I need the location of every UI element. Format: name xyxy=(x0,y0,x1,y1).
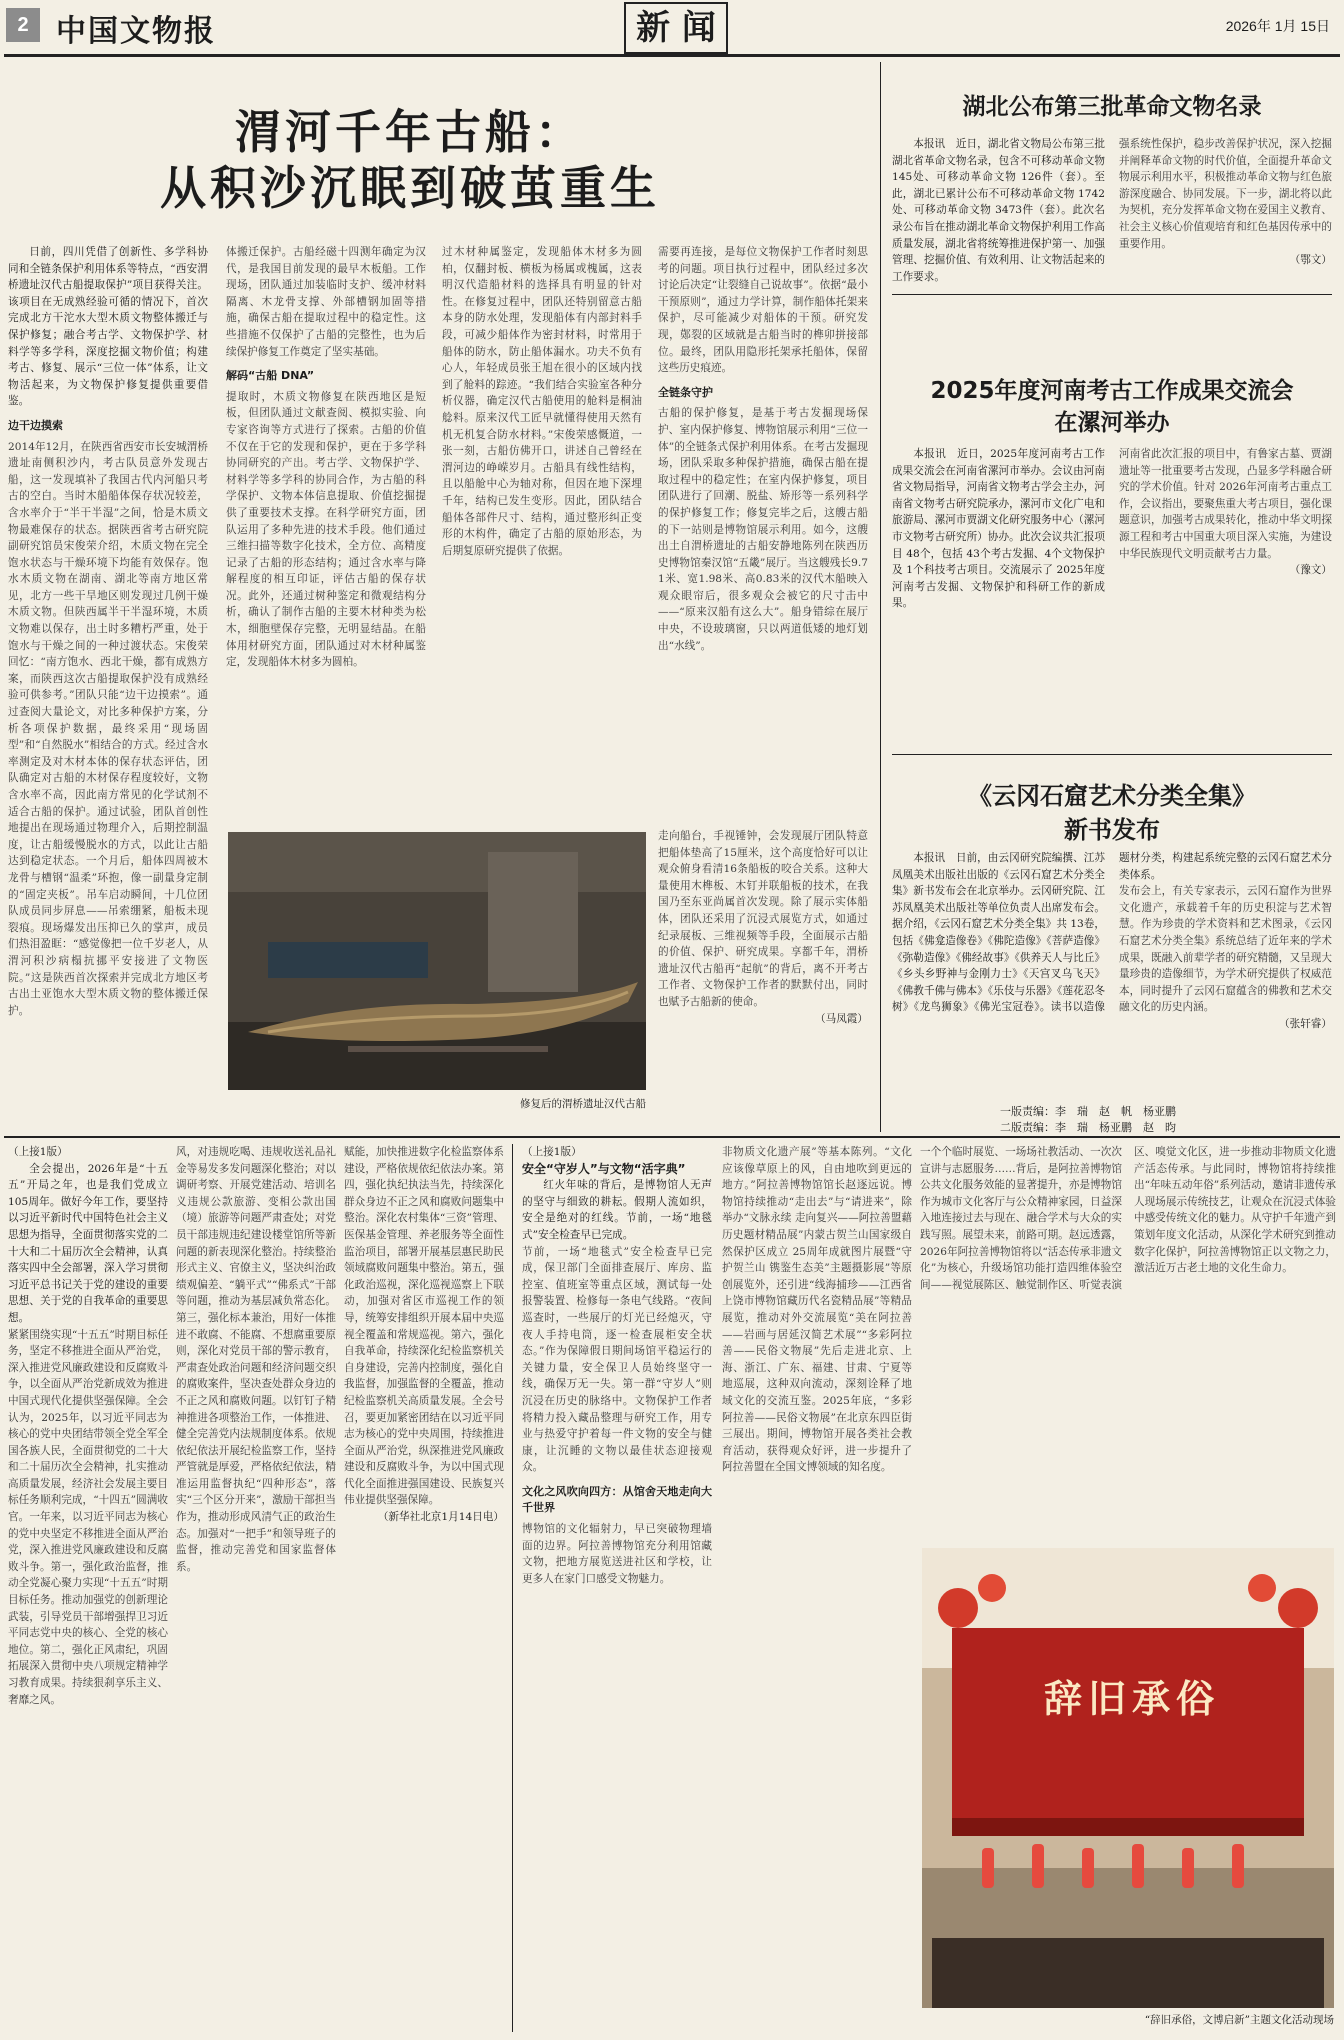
cont1-body-extra: 紧紧围绕实现“十五五”时期目标任务，坚定不移推进全面从严治党，深入推进党风廉政建设和反腐败斗争，以全面从严治党新成效为推进中国式现代化提供坚强保障。全会认为，2025年，以习近平同志为核心的党中央团结带领全党全军全国各族人民，全面贯彻党的二十大和二十届历次全会精神，扎实推动高质量发展，经济社会发展主要目标任务顺利完成，“十四五”圆满收官。一年来，以习近平同志为核心的党中央坚定不移推进全面从严治党，深入推进党风廉政建设和反腐败斗争。第一，强化政治监督，推动全党凝心聚力实现“十五五”时期目标任务。推动加强党的创新理论武装，引导党员干部增强捍卫习近平同志党中央的核心、全党的核心地位。第二，强化正风肃纪，巩固拓展深入贯彻中央八项规定精神学习教育成果。持续狠刹享乐主义、奢靡之风。 xyxy=(8,1328,168,1706)
cont1-column-2 xyxy=(176,1144,336,2032)
lead-body-text: 需要再连接，是每位文物保护工作者时刻思考的问题。项目执行过程中，团队经过多次讨论后决定“让裂缝自己说故事”。依据“最小干预原则”，通过力学计算，制作船体托架来保护，尽可能减少对船体的干预。研究发现，鄚裂的区域就是古船当时的榫卯拼接部位。最终，团队用隐形托架承托船体，保留这些历史痕迹。 xyxy=(658,246,868,375)
hubei-body xyxy=(892,136,1332,286)
cont2-body-extra: 博物馆的文化辐射力，早已突破物理墙面的边界。阿拉善博物馆充分利用馆藏文物，把地方展览送进社区和学校，让更多人在家门口感受文物魅力。 xyxy=(522,1523,712,1585)
cont2-title: 安全“守岁人”与文物“活字典” xyxy=(522,1161,686,1176)
lead-photo-caption: 修复后的渭桥遗址汉代古船 xyxy=(520,1098,646,1110)
yungang-title-line2: 新书发布 xyxy=(1064,816,1160,844)
editor-line-1: 一版责编：李 瑞 赵 帆 杨亚鹏 xyxy=(1000,1106,1176,1118)
henan-body xyxy=(892,446,1332,746)
column-divider xyxy=(512,1144,513,2032)
lead-body-text: 体搬迁保护。古船经磁十四测年确定为汉代，是我国目前发现的最早木板船。工作现场，团队通过加装临时支护、缓冲材料隔离、木龙骨支撑、外部槽钢加固等措施，确保古船在提取过程中的稳定性。这些措施不仅保护了古船的完整性，也为后续保护修复工作奠定了坚实基础。 xyxy=(226,246,426,358)
lead-body-text: 提取时，木质文物修复在陕西地区是短板，但团队通过文献查阅、模拟实验、向专家咨询等方式进行了探索。古船的价值不仅在于它的发现和保护，更在于多学科协同研究的产出。考古学、文物保护学、材料学等多学科的协同合作，为古船的科学保护、文物本体信息提取、价值挖掘提供了重要技术支撑。在科学研究方面，团队运用了多种先进的技术手段。他们通过三维扫描等数字化技术，全方位、高精度记录了古船的形态结构；通过含水率与降解程度的相互印证，评估古船的保存状况。此外，还通过树种鉴定和微观结构分析，确认了制作古船的主要木材种类为松木，细胞壁保存完整，无明显结晶。在船体用材研究方面，团队通过对木材种属鉴定，发现船体木材多为圆柏。 xyxy=(226,390,426,669)
lead-column-2 xyxy=(226,244,426,824)
page-fold-rule xyxy=(4,1136,1340,1138)
ancient-boat-image xyxy=(228,832,646,1090)
cont1-dateline: （新华社北京1月14日电） xyxy=(377,1511,504,1524)
cont2-tag: （上接1版） xyxy=(522,1146,582,1158)
lead-title-line1: 渭河千年古船： xyxy=(235,105,585,159)
henan-text: 本报讯 近日，2025年度河南考古工作成果交流会在河南省漯河市举办。会议由河南省文物局指导，河南省文物考古学会主办，河南省文物考古研究院承办，漯河市文化广电和旅游局、漯河市贾湖文化研究服务中心（漯河市文物考古研究所）协办。此次会议共汇报项目 48个，包括 43个考古发掘、4个文物保护及 1个科技考古项目。交流展示了 2025年度河南考古发掘、文物保护和科研工作的新成果。 xyxy=(892,448,1105,610)
yungang-body xyxy=(892,850,1332,1100)
cont2-body-extra: 一个个临时展览、一场场社教活动、一次次宣讲与志愿服务……背后，是阿拉善博物馆公共文化服务效能的显著提升，亦是博物馆作为城市文化客厅与公众精神家园，日益深入地连接过去与现在、融合学术与大众的实践写照。展望未来，前路可期。赵远透露，2026年阿拉善博物馆将以“活态传承非遗文化”为核心，升级场馆功能打造四维体验空间——视觉展陈区、触觉制作区、听觉表演区、嗅觉文化区，进一步推动非物质文化遗产活态传承。与此同时，博物馆将持续推出“年味五动年俗”系列活动，邀请非遗传承人现场展示传统技艺，让观众在沉浸式体验中感受传统文化的魅力。从守护千年遗产到策划年度文化活动，从深化学术研究到推动数字化保护，阿拉善博物馆正以文物之力，激活近万古老土地的文化生命力。 xyxy=(920,1146,1336,1291)
cont1-tag: （上接1版） xyxy=(8,1146,68,1158)
yungang-text: 本报讯 日前，由云冈研究院编撰、江苏凤凰美术出版社出版的《云冈石窟艺术分类全集》新书发布会在北京举办。云冈研究院、江苏凤凰美术出版社等单位负责人出席发布会。据介绍，《云冈石窟艺术分类全集》共 13卷，包括《佛龛造像卷》《佛陀造像》《菩萨造像》《弥勒造像》《佛经故事》《供养天人与比丘》《乡头乡野神与金刚力士》《天宫叉乌飞天》《佛教千佛与佛本》《乐伎与乐器》《莲花忍冬树》《龙鸟狮象》《佛光宝冠卷》。读书以造像题材分类，构建起系统完整的云冈石窟艺术分类体系。 xyxy=(892,852,1332,1014)
cont2-subhead: 文化之风吹向四方：从馆舍天地走向大千世界 xyxy=(522,1484,712,1515)
issue-date: 2026年 1月 15日 xyxy=(1225,18,1330,34)
lead-subhead-2: 解码“古船 DNA” xyxy=(226,369,315,383)
lead-subhead-1: 边干边摸索 xyxy=(8,418,63,432)
lead-photo xyxy=(228,832,646,1090)
lead-body-text: 走向船台，手视锤钟，会发现展厅团队特意把船体垫高了15厘米，这个高度恰好可以让观众俯身看清16条船板的咬合关系。这种大量使用木榫板、木钉并联船板的技术，在我国乃至东亚尚属首次发现。除了展示实体船体，团队还采用了沉浸式展览方式，如通过纪录展板、三维视频等手段，全面展示古船的价值、保护、研究成果。享都千年，渭桥遗址汉代古船再“起航”的背后，离不开考古工作者、文物保护工作者的默默付出，同时也赋予古船新的使命。 xyxy=(658,830,868,1008)
yungang-byline: （张轩睿） xyxy=(1279,1017,1332,1030)
section-divider xyxy=(892,294,1332,295)
yungang-body-extra: 发布会上，有关专家表示，云冈石窟作为世界文化遗产，承载着千年的历史积淀与艺术智慧。作为珍贵的学术资料和艺术图录，《云冈石窟艺术分类全集》系统总结了近年来的学术成果，既融入前辈学者的研究精髓，又呈现大量珍贵的造像细节，为学术研究提供了权威范本，同时提升了云冈石窟蕴含的佛教和艺术交融文化的历史内涵。 xyxy=(1119,885,1332,1014)
lead-column-3 xyxy=(442,244,642,824)
cont2-body-extra: 非物质文化遗产展”等基本陈列。“文化应该像草原上的风，自由地吹到更远的地方。”阿拉善博物馆馆长赵逐远说。博物馆持续推动“走出去”与“请进来”，除举办“文脉永续 走向复兴——阿拉善盟藉历史题材精品展”内蒙古贺兰山国家级自然保护区成立 25周年成就图片展暨“守护贺兰山 镌鉴生态美”主题摄影展”等原创展览外，还引进“线海捕珍——江西省上饶市博物馆藏历代名瓷精品展”等精品展览，推动对外交流展览“美在阿拉善——岩画与居延汉简艺术展”“多彩阿拉善——民俗文物展”先后走进北京、上海、浙江、广东、福建、甘肃、宁夏等地巡展，这种双向流动，深刻诠释了地域文化的交流互鉴。2025年底，“多彩阿拉善——民俗文物展”在北京东四臣街三展出。期间，博物馆开展各类社会教育活动，获得观众好评，进一步提升了阿拉善盟在全国文博领域的知名度。 xyxy=(722,1146,912,1474)
cont1-column-3 xyxy=(344,1144,504,2032)
lead-subhead-3: 全链条守护 xyxy=(658,385,713,399)
lead-body-text: 2014年12月，在陕西省西安市长安城渭桥遗址南侧积沙内，考古队员意外发现古船，这一发现填补了我国古代内河船只考古的空白。当时木船船体保存状况较差，含水率介于“半干半湿”之间，恰是木质文物最难保存的状态。据陕西省考古研究院副研究馆员宋俊荣介绍，木质文物在完全饱水状态与干燥环境下均能有效保存。饱水木质文物在湖南、湖北等南方地区常见，北方一些干旱地区则发现过几例干燥木质文物。但陕西属半干半湿环境，木质文物难以保存，出土时多糟朽严重，处于饱水与干燥之间的一种过渡状态。宋俊荣回忆：“南方饱水、西北干燥，都有成熟方案，而陕西这次古船提取保护没有成熟经验可供参考。”团队只能“边干边摸索”。通过查阅大量论文，对比多种保护方案，分析各项保护数据，最终采用“现场固型”和“自然脱水”相结合的方式。经过含水率测定及对木材本体的保存状态评估，团队确定对古船的木材保存程度较好，文物含水率不高，因此南方常见的化学试剂不适合古船的保护。通过试验，团队首创性地提出在现场通过物理介入，后期控制温度，让古船缓慢脱水的方式，以此让古船达到稳定状态。一个月后，船体四周被木龙骨与槽钢“温柔”环抱，像一副量身定制的“固定夹板”。吊车启动瞬间，十几位团队成员同步屏息——吊索绷紧，船板未现裂痕。现场爆发出压抑已久的掌声，成员们热泪盈眶：“感觉像把一位千岁老人，从渭河积沙病榻抗挪平安接进了文物医院。”这是陕西首次探索并完成北方地区考古出土亚饱水大型木质文物的整体搬迁保护。 xyxy=(8,440,208,1017)
editor-line-2: 二版责编：李 瑞 杨亚鹏 赵 昀 xyxy=(1000,1122,1176,1134)
banner-text: 辞旧承俗 xyxy=(1043,1676,1220,1721)
page-number-box xyxy=(6,8,40,42)
lead-title-line2: 从积沙沉眠到破茧重生 xyxy=(160,161,660,215)
lead-column-4b xyxy=(658,828,868,1128)
section-label: 新 闻 xyxy=(624,2,728,54)
column-divider xyxy=(880,62,881,1132)
hubei-byline: （鄂文） xyxy=(1289,254,1332,267)
yungang-title-line1: 《云冈石窟艺术分类全集》 xyxy=(968,782,1256,810)
section-divider xyxy=(892,754,1332,755)
hubei-body-extra: 强系统性保护，稳步改善保护状况，深入挖掘并阐释革命文物的时代价值，全面提升革命文物展示利用水平，积极推动革命文物与红色旅游深度融合、协同发展。下一步，湖北将以此为契机，充分发挥革命文物在爱国主义教育、社会主义核心价值观培育和红色基因传承中的重要作用。 xyxy=(1119,138,1332,250)
henan-title-line2: 在漯河举办 xyxy=(1054,410,1170,436)
hubei-title: 湖北公布第三批革命文物名录 xyxy=(962,94,1262,120)
masthead-rule xyxy=(4,54,1340,57)
hubei-text: 本报讯 近日，湖北省文物局公布第三批湖北省革命文物名录，包含不可移动革命文物 145处、可移动革命文物 126件（套）。至此，湖北已累计公布不可移动革命文物 1742处、可移动革命文物 3473件（套）。此次名录公布旨在推动湖北革命文物保护利用工作高质量发展，湖北省将统筹推进保护第一、加强管理、挖掘价值、有效利用、让文物活起来的工作要求。 xyxy=(892,138,1105,283)
cont2-text: 红火年味的背后，是博物馆人无声的坚守与细致的耕耘。假期人流如织，安全是绝对的红线。节前，一场“地毯式”安全检查早已完成。 xyxy=(522,1179,712,1241)
page-number: 2 xyxy=(17,14,29,36)
lead-body-text: 过木材种属鉴定，发现船体木材多为圆柏，仅翻封板、横板为杨属或槐属，这表明汉代造船材料的选择具有明显的针对性。在修复过程中，团队还特别留意古船本身的防水处理，发现船体有内部封料手段，可减少船体作为密封材料，时常用于船体的防水，防止船体漏水。功夫不负有心人，年轻成员张王旭在很小的区域内找到了舱料的踪迹。“我们结合实验室各种分析仪器，确定汉代古船使用的舱料是桐油艌料。原来汉代工匠早就懂得使用天然有机无机复合防水材料。”宋俊荣感慨道，一张一刻，古船仿佛开口，讲述自己曾经在渭河边的峥嵘岁月。古船具有线性结构，且以船舱中心为轴对称，但因在地下深埋千年，结构已发生变形。因此，团队结合船体各部件尺寸、结构，通过整形纠正变形的木构件，确定了古船的原始形态，为后期复原研究提供了依据。 xyxy=(442,246,642,557)
cont2-photo-caption: “辞旧承俗，文博启新”主题文化活动现场 xyxy=(1144,2014,1334,2026)
cont2-photo xyxy=(922,1548,1334,2008)
festival-event-image xyxy=(922,1548,1334,2008)
henan-title-line1: 2025年度河南考古工作成果交流会 xyxy=(930,378,1294,404)
masthead-title: 中国文物报 xyxy=(56,14,216,49)
lead-intro: 日前，四川凭借了创新性、多学科协同和全链条保护利用体系等特点，“西安渭桥遗址汉代古船提取保护”项目获得关注。该项目在无成熟经验可循的情况下，首次完成北方干沱水大型木质文物整体搬迁与保护修复；融合考古学、文物保护学、材料学等多学科，深度挖掘文物价值；构建考古、修复、展示“三位一体”体系，让文物活起来，为文物保护修复提供重要借鉴。 xyxy=(8,246,208,408)
henan-byline: （豫文） xyxy=(1289,564,1332,577)
cont2-column-3 xyxy=(920,1144,1336,1544)
lead-body-text: 古船的保护修复，是基于考古发掘现场保护、室内保护修复、博物馆展示利用“三位一体”的全链条式保护利用体系。在考古发掘现场，团队采取多种保护措施，确保古船在提取过程中的稳定性；在室内保护修复，项目团队进行了回潮、脱盐、矫形等一系列科学的保护修复工作；修复完毕之后，这艘古船的下一站则是博物馆展示利用。如今，这艘出土自渭桥遗址的古船安静地陈列在陕西历史博物馆秦汉馆“五畿”展厅。当这艘残长9.71米、宽1.98米、高0.83米的汉代木船映入观众眼帘后，很多观众会被它的尺寸击中——“原来汉船有这么大”。船身错综在展厅中央，不设玻璃窗，只以两道低矮的地灯划出“水线”。 xyxy=(658,407,868,652)
cont1-column-1 xyxy=(8,1144,168,2032)
cont1-body-extra: 赋能，加快推进数字化检监察体系建设，严格依规依纪依法办案。第四，强化执纪执法当先，持续深化群众身边不正之风和腐败问题集中整治。深化农村集体“三资”管理、医保基金管理、养老服务等全面性监治项目，部署开展基层惠民助民领域腐败问题集中整治。第五，强化政治巡视，深化巡视巡察上下联动，加强对省区市巡视工作的领导，统筹安排组织开展本届中央巡视全覆盖和常规巡视。第六，强化自我革命，持续深化纪检监察机关自身建设，完善内控制度，强化自我监督，加强监督的全覆盖，推动纪检监察机关高质量发展。全会号召，要更加紧密团结在以习近平同志为核心的党中央周围，持续推进全面从严治党，纵深推进党风廉政建设和反腐败斗争，为以中国式现代化全面推进强国建设、民族复兴伟业提供坚强保障。 xyxy=(344,1146,504,1507)
cont1-body-extra: 风，对违规吃喝、违规收送礼品礼金等易发多发问题深化整治；对以调研考察、开展党建活动、培训名义违规公款旅游、变相公款出国（境）旅游等问题严肃查处；对党员干部违规违纪建设楼堂馆所等新问题的新表现深化整治。持续整治形式主义、官僚主义，坚决纠治政绩观偏差、“躺平式”“佛系式”干部等问题，推动为基层减负常态化。第三，强化标本兼治，用好一体推进不敢腐、不能腐、不想腐重要原则，深化对党员干部的警示教育，严肃查处政治问题和经济问题交织的腐败案件，坚决查处群众身边的不正之风和腐败问题。以钉钉子精神推进各项整治工作，一体推进、健全完善党内法规制度体系。依规依纪依法开展纪检监察工作，坚持严管就是厚爱，严格依纪依法，精准运用监督执纪“四种形态”，落实“三个区分开来”，激励干部担当作为，推动形成风清气正的政治生态。加强对“一把手”和领导班子的监督，推动完善党和国家监督体系。 xyxy=(176,1146,336,1573)
lead-byline: （马凤霞） xyxy=(815,1012,868,1025)
cont2-column-2 xyxy=(722,1144,912,2032)
cont2-column-1 xyxy=(522,1144,712,2032)
cont1-text: 全会提出，2026年是“十五五”开局之年，也是我们党成立 105周年。做好今年工作，要坚持以习近平新时代中国特色社会主义思想为指导，全面贯彻落实党的二十大和二十届历次全会精神，认真落实四中全会部署，深入学习贯彻习近平总书记关于党的建设的重要思想、关于党的自我革命的重要思想。 xyxy=(8,1162,168,1324)
henan-body-extra: 河南省此次汇报的项目中，有鲁家古墓、贾湖遗址等一批重要考古发现，凸显多学科融合研究的学术价值。针对 2026年河南考古重点工作，会议指出，要聚焦重大考古项目，强化课题意识，加强考古成果转化，推动中华文明探源工程和考古中国重大项目深入实施，为建设中华民族现代文明贡献考古力量。 xyxy=(1119,448,1332,560)
cont2-body-extra: 节前，一场“地毯式”安全检查早已完成，保卫部门全面排查展厅、库房、监控室、值班室等重点区域，测试每一处报警装置、检修每一条电气线路。“夜间巡查时，一些展厅的灯光已经熄灭，守夜人手持电筒，逐一检查展柜安全状态。”作为保障假日期间场馆平稳运行的关键力量，安全保卫人员始终坚守一线，确保万无一失。第一群“守岁人”则沉浸在历史的脉络中。文物保护工作者将精力投入藏品整理与研究工作，用专业与热爱守护着每一件文物的安全与健康，让沉睡的文物以最佳状态迎接观众。 xyxy=(522,1245,712,1474)
lead-column-4 xyxy=(658,244,868,824)
lead-column-1 xyxy=(8,244,208,1124)
